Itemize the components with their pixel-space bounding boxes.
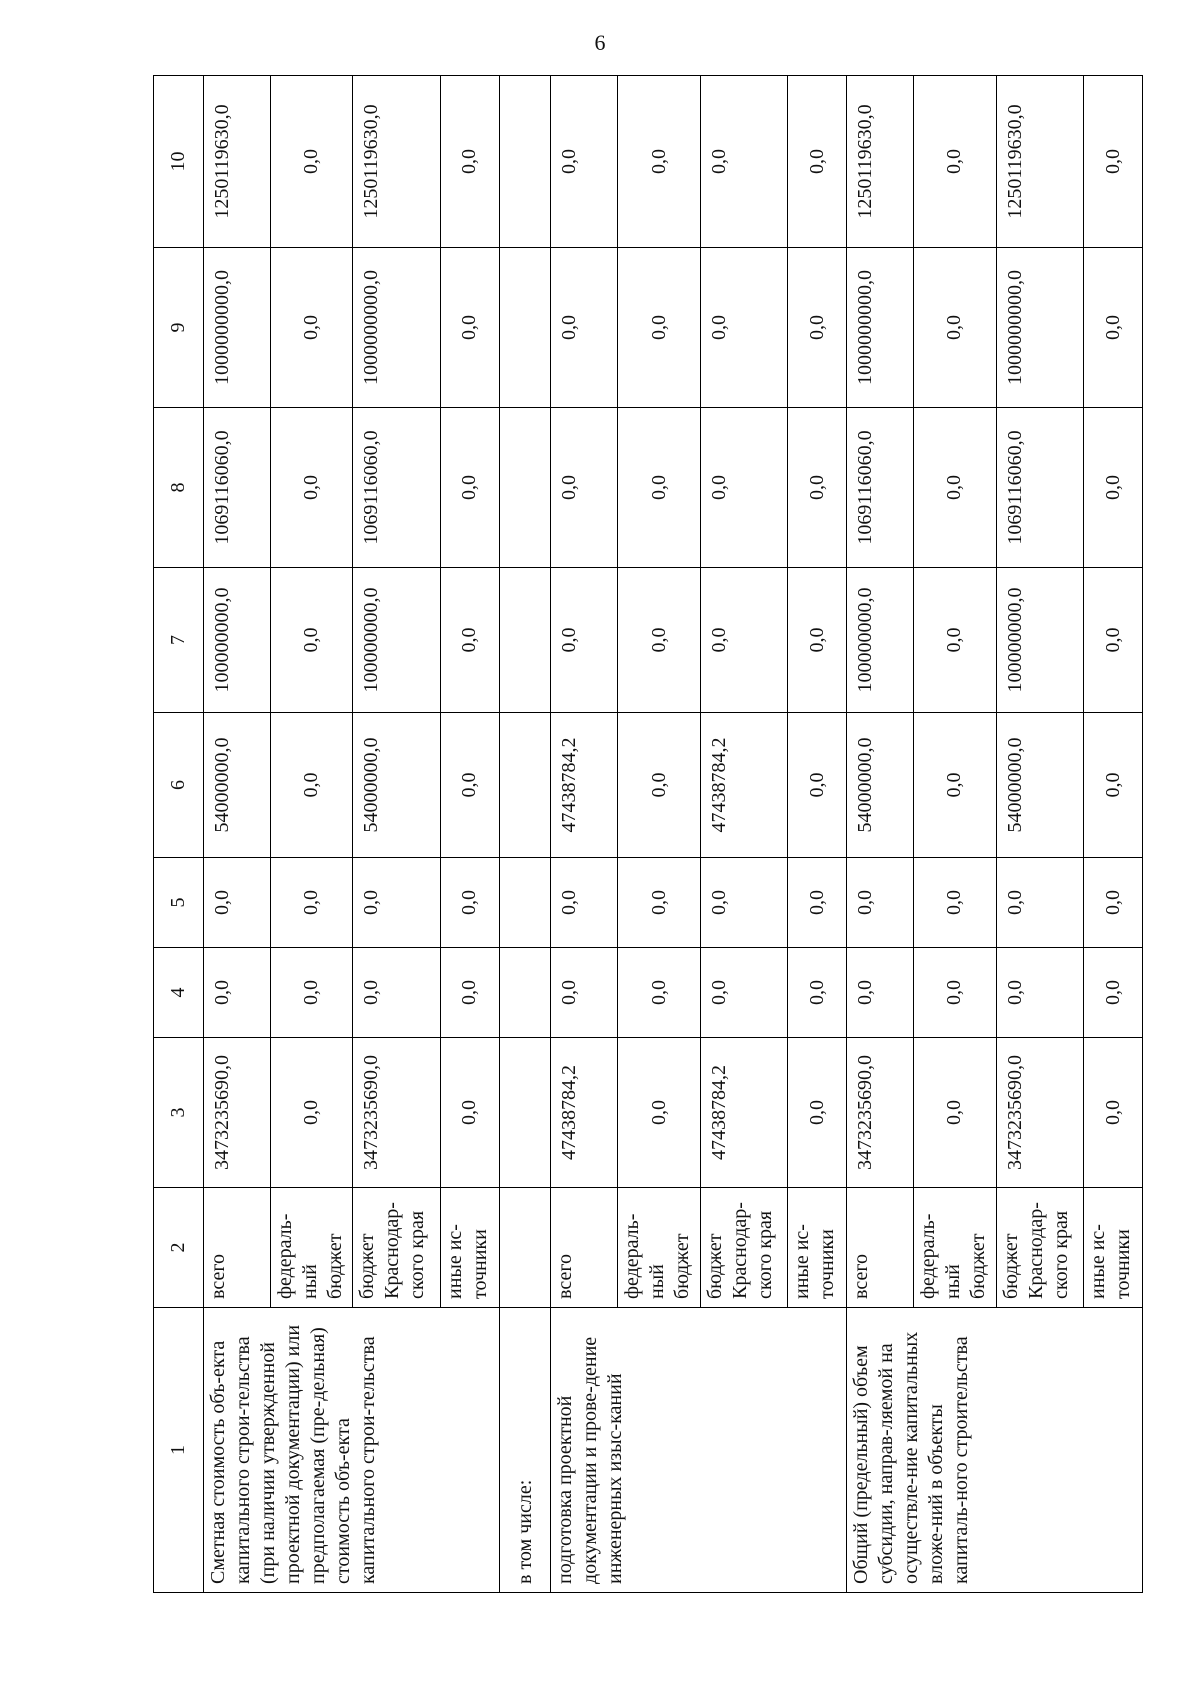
- value-cell: 0,0: [270, 713, 352, 858]
- row-description: подготовка проектной документации и прове-дение инженерных изыс-каний: [551, 1308, 847, 1593]
- table-row: [499, 76, 551, 1593]
- value-cell: 54000000,0: [353, 713, 441, 858]
- value-cell: 0,0: [551, 248, 618, 408]
- value-cell: 0,0: [788, 568, 847, 713]
- value-cell: 0,0: [270, 568, 352, 713]
- budget-table: [153, 75, 1143, 1593]
- col-header-6: 6: [154, 713, 204, 858]
- value-cell: 0,0: [204, 948, 271, 1038]
- value-cell: 0,0: [788, 713, 847, 858]
- value-cell: 0,0: [441, 713, 500, 858]
- value-cell: 1069116060,0: [996, 408, 1084, 568]
- empty-cell: [499, 1038, 551, 1188]
- funding-source: бюджет Краснодар-ского края: [700, 1188, 788, 1308]
- value-cell: 0,0: [270, 858, 352, 948]
- value-cell: 0,0: [618, 948, 700, 1038]
- col-header-4: 4: [154, 948, 204, 1038]
- empty-cell: [499, 408, 551, 568]
- page-number: 6: [594, 30, 606, 55]
- value-cell: 3473235690,0: [353, 1038, 441, 1188]
- value-cell: 0,0: [788, 248, 847, 408]
- value-cell: 0,0: [700, 408, 788, 568]
- value-cell: 0,0: [700, 948, 788, 1038]
- value-cell: 0,0: [618, 76, 700, 248]
- value-cell: 0,0: [996, 858, 1084, 948]
- value-cell: 0,0: [551, 408, 618, 568]
- funding-source: иные ис-точники: [1084, 1188, 1143, 1308]
- value-cell: 0,0: [847, 948, 914, 1038]
- value-cell: 47438784,2: [551, 1038, 618, 1188]
- funding-source: иные ис-точники: [441, 1188, 500, 1308]
- value-cell: 1250119630,0: [996, 76, 1084, 248]
- value-cell: 3473235690,0: [847, 1038, 914, 1188]
- funding-source: всего: [847, 1188, 914, 1308]
- value-cell: 0,0: [551, 858, 618, 948]
- value-cell: 1250119630,0: [847, 76, 914, 248]
- empty-cell: [499, 858, 551, 948]
- col-header-5: 5: [154, 858, 204, 948]
- value-cell: 0,0: [270, 1038, 352, 1188]
- value-cell: 0,0: [914, 1038, 996, 1188]
- value-cell: 1069116060,0: [353, 408, 441, 568]
- funding-source: федераль-ный бюджет: [914, 1188, 996, 1308]
- col-header-7: 7: [154, 568, 204, 713]
- row-description: Сметная стоимость объ-екта капитального строи-тельства (при наличии утвержденной проектной документации) или предполагаемая (пре-дельная) стоимость объ-екта капитального строи-тельства: [204, 1308, 500, 1593]
- value-cell: 100000000,0: [204, 568, 271, 713]
- value-cell: 1000000000,0: [996, 248, 1084, 408]
- value-cell: 1069116060,0: [847, 408, 914, 568]
- empty-cell: [499, 76, 551, 248]
- funding-source: иные ис-точники: [788, 1188, 847, 1308]
- value-cell: 0,0: [1084, 248, 1143, 408]
- value-cell: 54000000,0: [204, 713, 271, 858]
- value-cell: 0,0: [1084, 948, 1143, 1038]
- value-cell: 0,0: [996, 948, 1084, 1038]
- funding-source: всего: [204, 1188, 271, 1308]
- value-cell: 0,0: [914, 568, 996, 713]
- funding-source: бюджет Краснодар-ского края: [353, 1188, 441, 1308]
- value-cell: 0,0: [700, 248, 788, 408]
- value-cell: 3473235690,0: [996, 1038, 1084, 1188]
- value-cell: 0,0: [204, 858, 271, 948]
- value-cell: 3473235690,0: [204, 1038, 271, 1188]
- value-cell: 0,0: [914, 76, 996, 248]
- table-row: [551, 76, 618, 1593]
- value-cell: 0,0: [551, 76, 618, 248]
- value-cell: 0,0: [618, 1038, 700, 1188]
- value-cell: 1069116060,0: [204, 408, 271, 568]
- value-cell: 0,0: [353, 858, 441, 948]
- value-cell: 54000000,0: [847, 713, 914, 858]
- value-cell: 0,0: [441, 1038, 500, 1188]
- col-header-1: 1: [154, 1308, 204, 1593]
- value-cell: 0,0: [618, 568, 700, 713]
- note-cell: в том числе:: [499, 1308, 551, 1593]
- value-cell: 1000000000,0: [353, 248, 441, 408]
- col-header-9: 9: [154, 248, 204, 408]
- empty-cell: [499, 1188, 551, 1308]
- value-cell: 0,0: [1084, 1038, 1143, 1188]
- value-cell: 1250119630,0: [204, 76, 271, 248]
- value-cell: 0,0: [1084, 76, 1143, 248]
- value-cell: 0,0: [914, 248, 996, 408]
- value-cell: 0,0: [847, 858, 914, 948]
- value-cell: 47438784,2: [551, 713, 618, 858]
- row-description: Общий (предельный) объем субсидии, направ-ляемой на осуществле-ние капитальных вложе-ний в объекты капиталь-ного строительства: [847, 1308, 1143, 1593]
- value-cell: 0,0: [618, 713, 700, 858]
- value-cell: 0,0: [1084, 858, 1143, 948]
- value-cell: 0,0: [551, 568, 618, 713]
- value-cell: 0,0: [441, 408, 500, 568]
- value-cell: 0,0: [270, 948, 352, 1038]
- value-cell: 0,0: [441, 948, 500, 1038]
- value-cell: 0,0: [618, 408, 700, 568]
- value-cell: 1000000000,0: [204, 248, 271, 408]
- empty-cell: [499, 248, 551, 408]
- funding-source: федераль-ный бюджет: [270, 1188, 352, 1308]
- value-cell: 0,0: [914, 408, 996, 568]
- header-row: [154, 76, 204, 1593]
- value-cell: 1000000000,0: [847, 248, 914, 408]
- value-cell: 0,0: [551, 948, 618, 1038]
- value-cell: 0,0: [788, 948, 847, 1038]
- value-cell: 0,0: [441, 858, 500, 948]
- value-cell: 0,0: [1084, 713, 1143, 858]
- value-cell: 0,0: [700, 568, 788, 713]
- value-cell: 100000000,0: [996, 568, 1084, 713]
- value-cell: 0,0: [700, 76, 788, 248]
- value-cell: 0,0: [788, 76, 847, 248]
- funding-source: всего: [551, 1188, 618, 1308]
- value-cell: 47438784,2: [700, 1038, 788, 1188]
- empty-cell: [499, 568, 551, 713]
- value-cell: 0,0: [441, 76, 500, 248]
- col-header-2: 2: [154, 1188, 204, 1308]
- value-cell: 0,0: [441, 568, 500, 713]
- table-row: [847, 76, 914, 1593]
- value-cell: 100000000,0: [353, 568, 441, 713]
- value-cell: 0,0: [270, 76, 352, 248]
- value-cell: 54000000,0: [996, 713, 1084, 858]
- value-cell: 0,0: [618, 858, 700, 948]
- value-cell: 0,0: [270, 408, 352, 568]
- value-cell: 0,0: [1084, 568, 1143, 713]
- col-header-10: 10: [154, 76, 204, 248]
- funding-source: бюджет Краснодар-ского края: [996, 1188, 1084, 1308]
- value-cell: 100000000,0: [847, 568, 914, 713]
- value-cell: 0,0: [270, 248, 352, 408]
- value-cell: 47438784,2: [700, 713, 788, 858]
- value-cell: 0,0: [788, 1038, 847, 1188]
- value-cell: 1250119630,0: [353, 76, 441, 248]
- empty-cell: [499, 948, 551, 1038]
- value-cell: 0,0: [353, 948, 441, 1038]
- value-cell: 0,0: [914, 858, 996, 948]
- empty-cell: [499, 713, 551, 858]
- col-header-8: 8: [154, 408, 204, 568]
- value-cell: 0,0: [618, 248, 700, 408]
- col-header-3: 3: [154, 1038, 204, 1188]
- value-cell: 0,0: [788, 858, 847, 948]
- value-cell: 0,0: [700, 858, 788, 948]
- value-cell: 0,0: [788, 408, 847, 568]
- funding-source: федераль-ный бюджет: [618, 1188, 700, 1308]
- value-cell: 0,0: [914, 713, 996, 858]
- value-cell: 0,0: [914, 948, 996, 1038]
- table-row: [204, 76, 271, 1593]
- value-cell: 0,0: [441, 248, 500, 408]
- rotated-table-wrapper: [153, 76, 1143, 1593]
- value-cell: 0,0: [1084, 408, 1143, 568]
